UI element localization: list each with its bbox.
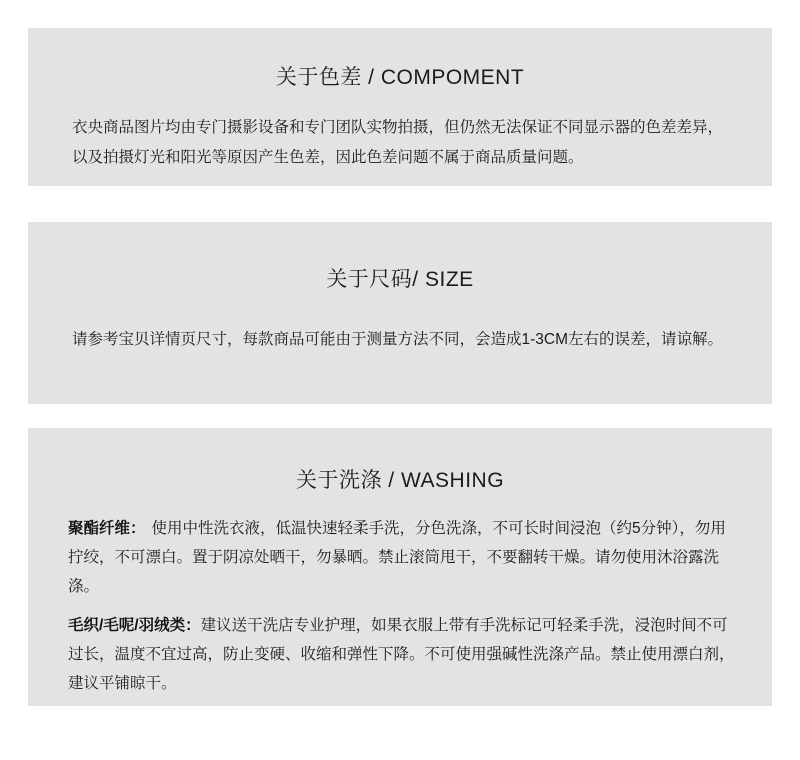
washing-item-label: 毛织/毛呢/羽绒类：: [68, 617, 201, 634]
section-color-difference-title: 关于色差 / COMPOMENT: [275, 66, 525, 89]
section-color-difference-body: 衣央商品图片均由专门摄影设备和专门团队实物拍摄，但仍然无法保证不同显示器的色差差异，以及拍摄灯光和阳光等原因产生色差，因此色差问题不属于商品质量问题。: [72, 119, 724, 166]
list-item: [68, 611, 736, 698]
section-size-body: 请参考宝贝详情页尺寸，每款商品可能由于测量方法不同，会造成1-3CM左右的误差，请谅解。: [72, 331, 724, 348]
washing-item-text: 使用中性洗衣液，低温快速轻柔手洗，分色洗涤，不可长时间浸泡（约5分钟），勿用拧绞，不可漂白。置于阴凉处晒干，勿暴晒。禁止滚筒甩干，不要翻转干燥。请勿使用沐浴露洗涤。: [68, 520, 726, 595]
washing-item-label: 聚酯纤维：: [68, 520, 146, 537]
section-size: [28, 222, 772, 404]
washing-instruction-list: [28, 494, 772, 698]
section-washing-title: 关于洗涤 / WASHING: [295, 469, 505, 492]
list-item: [68, 514, 736, 601]
washing-item-text: 建议送干洗店专业护理，如果衣服上带有手洗标记可轻柔手洗，浸泡时间不可过长，温度不宜过高，防止变硬、收缩和弹性下降。不可使用强碱性洗涤产品。禁止使用漂白剂，建议平铺晾干。: [68, 617, 735, 692]
section-washing: [28, 428, 772, 706]
section-size-title: 关于尺码/ SIZE: [326, 268, 474, 291]
section-color-difference: [28, 28, 772, 186]
